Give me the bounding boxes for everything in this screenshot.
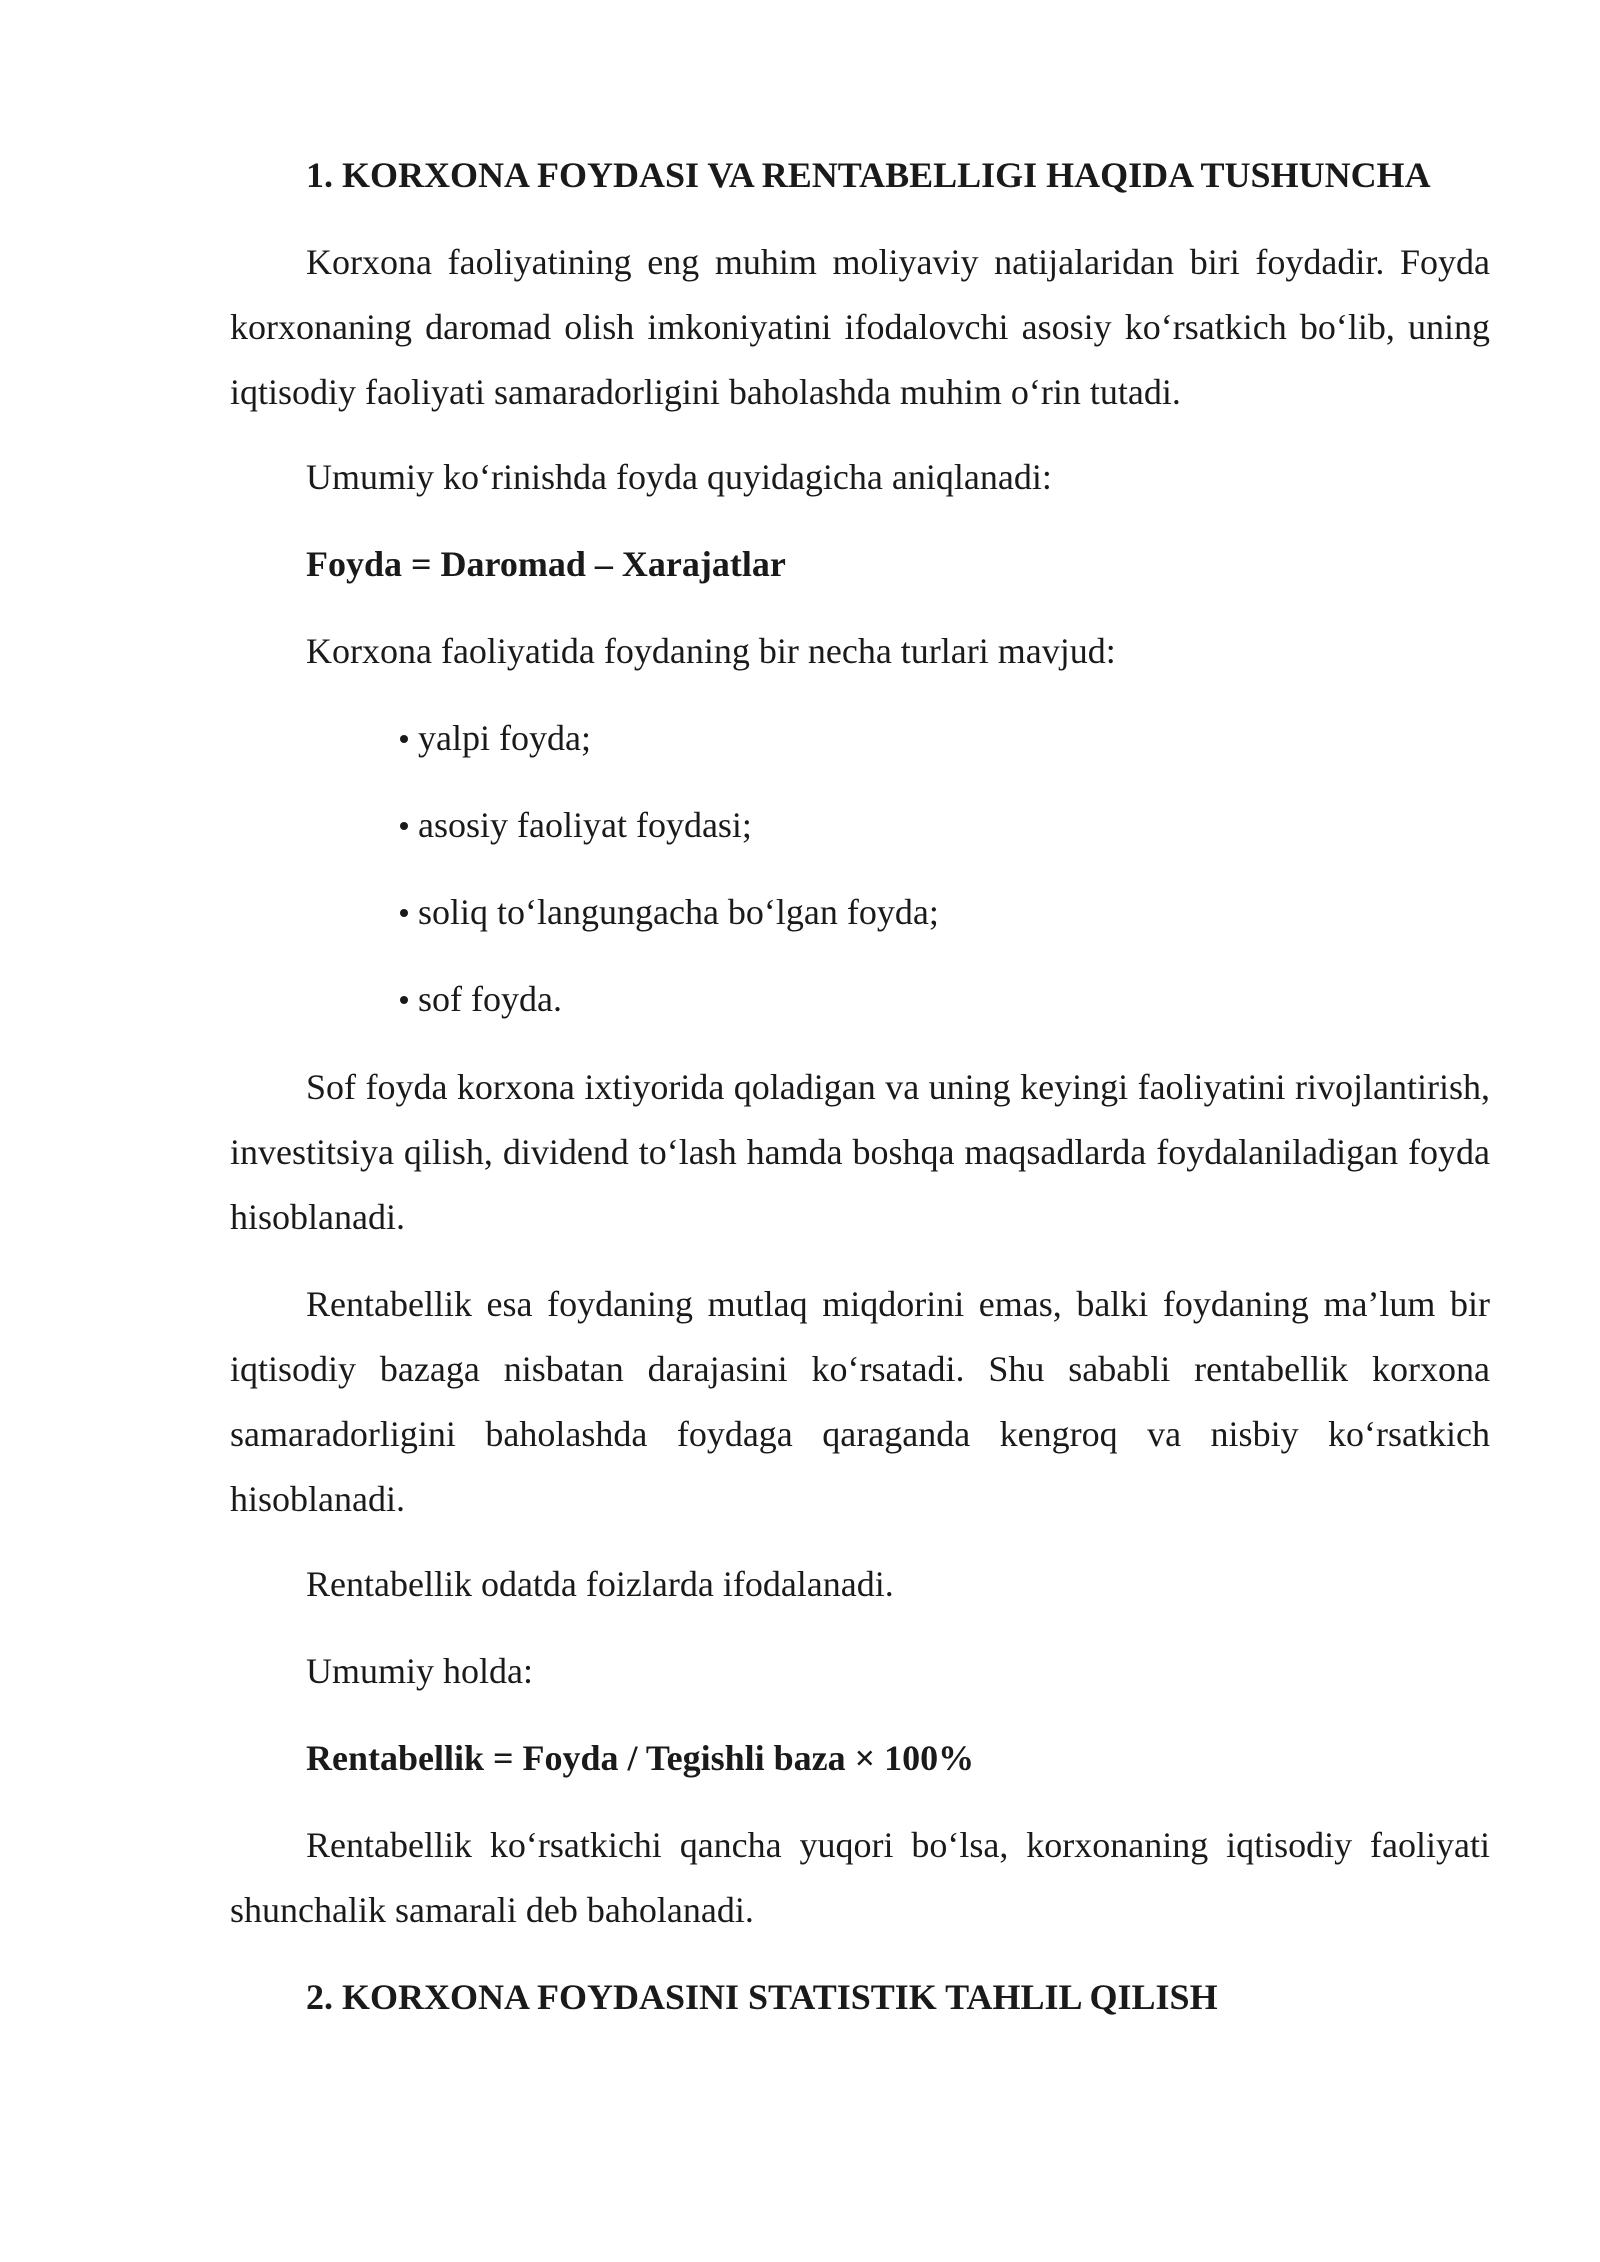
list-item: asosiy faoliyat foydasi; bbox=[400, 793, 752, 858]
bullet-icon bbox=[400, 909, 408, 917]
section-1-heading: 1. KORXONA FOYDASI VA RENTABELLIGI HAQIDA TUSHUNCHA bbox=[306, 155, 1431, 195]
bullet-icon bbox=[400, 996, 408, 1004]
list-item: sof foyda. bbox=[400, 967, 562, 1032]
paragraph-profit-general: Umumiy ko‘rinishda foyda quyidagicha aniqlanadi: bbox=[306, 457, 1052, 497]
paragraph-general-case: Umumiy holda: bbox=[306, 1651, 533, 1691]
list-item: soliq to‘langungacha bo‘lgan foyda; bbox=[400, 880, 939, 945]
paragraph-profitability: Rentabellik esa foydaning mutlaq miqdorini emas, balki foydaning ma’lum bir iqtisodiy bazaga nisbatan darajasini ko‘rsatadi. Shu sababli rentabellik korxona samaradorligini baholashda foydaga qaraganda kengroq va nisbiy ko‘rsatkich hisoblanadi. bbox=[230, 1284, 1490, 1519]
formula-profitability: Rentabellik = Foyda / Tegishli baza × 100% bbox=[306, 1738, 975, 1778]
paragraph-profitability-conclusion: Rentabellik ko‘rsatkichi qancha yuqori bo‘lsa, korxonaning iqtisodiy faoliyati shunchalik samarali deb baholanadi. bbox=[230, 1825, 1490, 1930]
paragraph-profit-definition: Korxona faoliyatining eng muhim moliyaviy natijalaridan biri foydadir. Foyda korxonaning daromad olish imkoniyatini ifodalovchi asosiy ko‘rsatkich bo‘lib, uning iqtisodiy faoliyati samaradorligini baholashda muhim o‘rin tutadi. bbox=[230, 242, 1490, 412]
bullet-icon bbox=[400, 822, 408, 830]
formula-profit: Foyda = Daromad – Xarajatlar bbox=[306, 544, 786, 584]
paragraph-profit-types: Korxona faoliyatida foydaning bir necha turlari mavjud: bbox=[306, 631, 1116, 671]
list-item: yalpi foyda; bbox=[400, 706, 591, 771]
bullet-icon bbox=[400, 735, 408, 743]
paragraph-profitability-percent: Rentabellik odatda foizlarda ifodalanadi. bbox=[306, 1564, 894, 1604]
section-2-heading: 2. KORXONA FOYDASINI STATISTIK TAHLIL QILISH bbox=[306, 1977, 1218, 2017]
paragraph-net-profit: Sof foyda korxona ixtiyorida qoladigan va uning keyingi faoliyatini rivojlantirish, investitsiya qilish, dividend to‘lash hamda boshqa maqsadlarda foydalaniladigan foyda hisoblanadi. bbox=[230, 1067, 1490, 1237]
